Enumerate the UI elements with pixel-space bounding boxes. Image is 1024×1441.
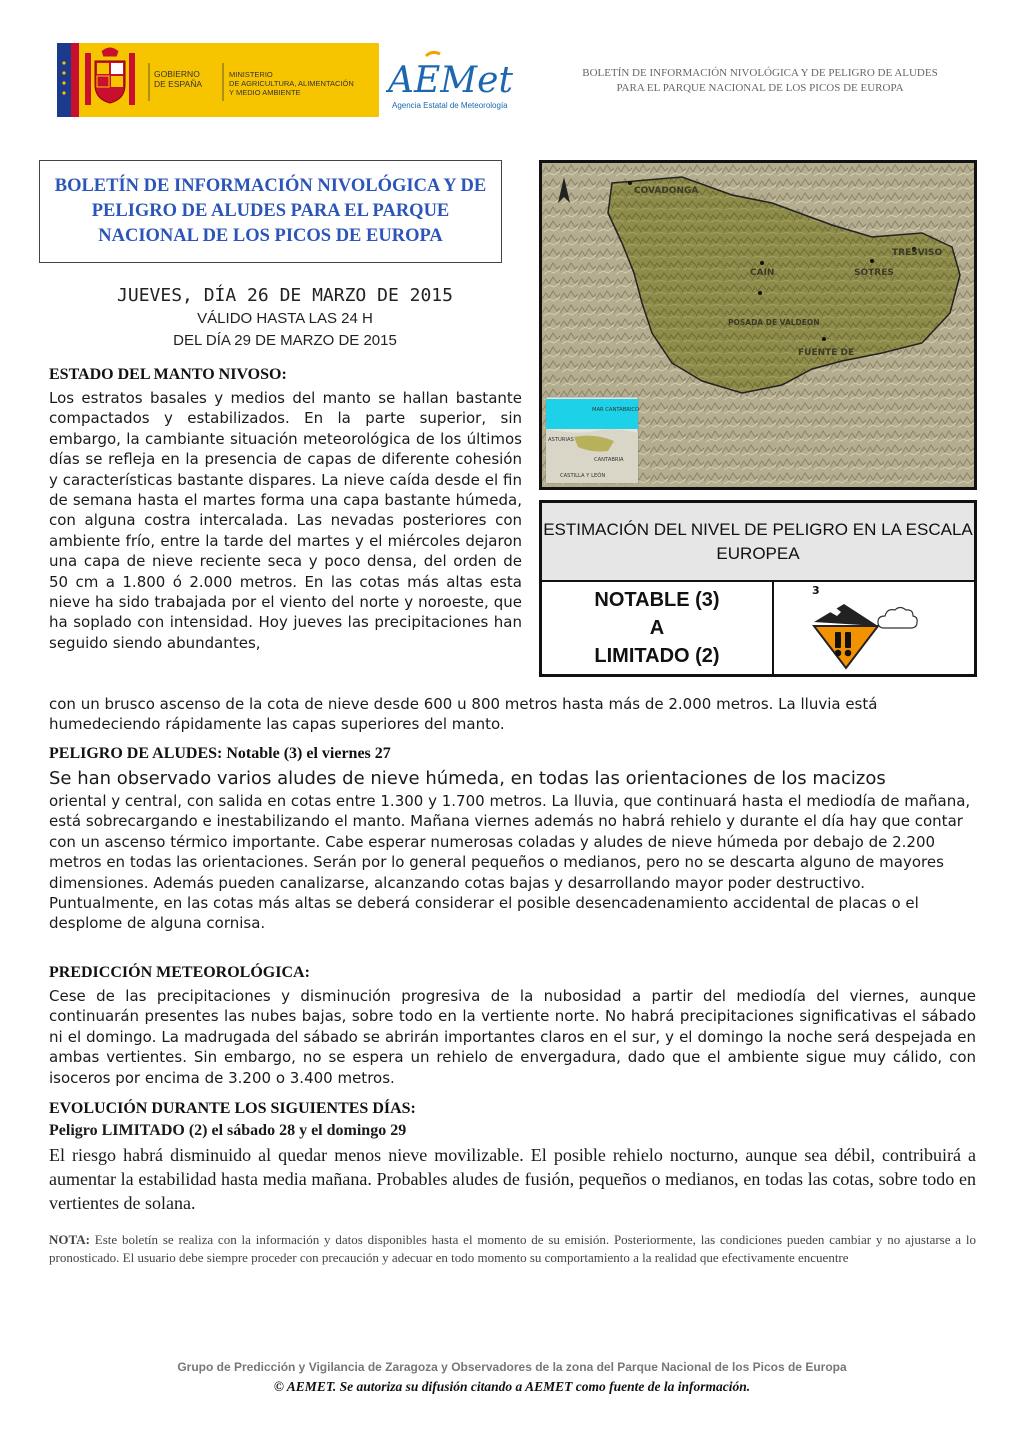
government-logo: [57, 43, 379, 117]
footer-copyright: © AEMET. Se autoriza su difusión citando a AEMET como fuente de la información.: [273, 1379, 751, 1394]
avalanche-danger-3-icon: [774, 582, 974, 674]
location-inset: [546, 397, 639, 483]
evolution-body: El riesgo habrá disminuido al quedar menos nieve movilizable. El posible rehielo nocturno, aunque sea débil, contribuirá a aumentar la estabilidad hasta media mañana. Probables aludes de fusión, pequeños o medianos, en todas las cotas, sobre todo en vertientes de solana.: [49, 1145, 976, 1213]
evolution-title: EVOLUCIÓN DURANTE LOS SIGUIENTES DÍAS:: [49, 1100, 416, 1117]
avalanche-danger-title: PELIGRO DE ALUDES: Notable (3) el viernes 27: [49, 745, 391, 762]
note-label: NOTA:: [49, 1232, 90, 1247]
svg-text:Agencia Estatal de Meteorologí: Agencia Estatal de Meteorología: [392, 101, 508, 110]
svg-text:GOBIERNO: GOBIERNO: [154, 69, 200, 79]
svg-text:CASTILLA Y LEÓN: CASTILLA Y LEÓN: [560, 473, 606, 479]
snowpack-section-title: ESTADO DEL MANTO NIVOSO:: [49, 366, 287, 383]
validity-line-1: VÁLIDO HASTA LAS 24 H: [197, 310, 373, 327]
svg-text:POSADA DE VALDEON: POSADA DE VALDEON: [728, 318, 820, 327]
svg-text:3: 3: [812, 584, 820, 597]
svg-text:MINISTERIO: MINISTERIO: [229, 70, 273, 79]
weather-forecast-body: Cese de las precipitaciones y disminución progresiva de la nubosidad a partir del mediodía del viernes, aunque continuarán presentes las nubes bajas, sobre todo en la vertiente norte. No habrá precipitaciones significativas el sábado ni el domingo. La madrugada del sábado se abrirán importantes claros en el sur, y el domingo la noche será despejada en ambas vertientes. Sin embargo, no se espera un rehielo de envergadura, dado que el ambiente sigue muy cálido, con isoceros por encima de 3.200 o 3.400 metros.: [49, 987, 976, 1087]
avalanche-danger-lead: Se han observado varios aludes de nieve húmeda, en todas las orientaciones de los macizos: [49, 768, 886, 789]
svg-text:MAR CANTÁBRICO: MAR CANTÁBRICO: [592, 407, 640, 413]
svg-text:AEMet: AEMet: [388, 60, 513, 101]
danger-level-text: NOTABLE (3) A LIMITADO (2): [542, 582, 774, 674]
cloud-icon: [878, 608, 917, 629]
footer-credits: Grupo de Predicción y Vigilancia de Zaragoza y Observadores de la zona del Parque Nacional de los Picos de Europa: [177, 1360, 847, 1374]
bulletin-title-box: [39, 160, 502, 263]
danger-scale-header: ESTIMACIÓN DEL NIVEL DE PELIGRO EN LA ESCALA EUROPEA: [542, 503, 974, 582]
svg-text:CAIN: CAIN: [750, 268, 775, 278]
bulletin-date: JUEVES, DÍA 26 DE MARZO DE 2015: [117, 285, 453, 306]
svg-text:COVADONGA: COVADONGA: [634, 186, 699, 196]
svg-text:TRESVISO: TRESVISO: [892, 248, 943, 258]
danger-scale-table: [539, 500, 977, 677]
svg-text:DE ESPAÑA: DE ESPAÑA: [154, 79, 203, 89]
header-title: BOLETÍN DE INFORMACIÓN NIVOLÓGICA Y DE PELIGRO DE ALUDES PARA EL PARQUE NACIONAL DE LOS PICOS DE EUROPA: [582, 67, 938, 94]
weather-forecast-title: PREDICCIÓN METEOROLÓGICA:: [49, 964, 310, 981]
snowpack-text-part-2: con un brusco ascenso de la cota de nieve desde 600 u 800 metros hasta más de 2.000 metros. La lluvia está humedeciendo rápidamente las capas superiores del manto.: [49, 695, 878, 734]
svg-text:SOTRES: SOTRES: [854, 268, 894, 278]
park-map: [539, 160, 977, 490]
validity-line-2: DEL DÍA 29 DE MARZO DE 2015: [173, 332, 397, 349]
danger-icon-cell: [774, 582, 974, 674]
aemet-logo: [386, 48, 516, 116]
svg-text:CANTABRIA: CANTABRIA: [594, 457, 624, 463]
bulletin-title: BOLETÍN DE INFORMACIÓN NIVOLÓGICA Y DE PELIGRO DE ALUDES PARA EL PARQUE NACIONAL DE LOS PICOS DE EUROPA: [54, 176, 487, 246]
evolution-subtitle: Peligro LIMITADO (2) el sábado 28 y el domingo 29: [49, 1122, 407, 1139]
snowpack-text-part-1: Los estratos basales y medios del manto se hallan bastante compactados y estabilizados. En la parte superior, sin embargo, la cambiante situación meteorológica de los últimos días se refleja en la presencia de capas de diferente cohesión y características bastante dispares. La nieve caída desde el fin de semana hasta el martes forma una capa bastante húmeda, con alguna costra intercalada. Las nevadas posteriores con ambiente frío, entre la tarde del martes y el miércoles dejaron una capa de nieve reciente seca y poco densa, del orden de 50 cm a 1.800 ó 2.000 metros. En las cotas más altas esta nieve ha sido trabajada por el viento del norte y noroeste, que ha soplado con intensidad. Hoy jueves las precipitaciones han seguido siendo abundantes,: [49, 389, 522, 652]
svg-text:Y MEDIO AMBIENTE: Y MEDIO AMBIENTE: [229, 88, 301, 97]
svg-text:DE AGRICULTURA, ALIMENTACIÓN: DE AGRICULTURA, ALIMENTACIÓN: [229, 79, 354, 88]
disclaimer-note: NOTA: Este boletín se realiza con la información y datos disponibles hasta el momento de su emisión. Posteriormente, las condiciones pueden cambiar y no ajustarse a lo pronosticado. El usuario debe siempre proceder con precaución y adecuar en todo momento su comportamiento a la realidad que efectivamente encuentre: [49, 1232, 976, 1265]
avalanche-danger-body: oriental y central, con salida en cotas entre 1.300 y 1.700 metros. La lluvia, que continuará hasta el mediodía de mañana, está sobrecargando e inestabilizando el manto. Mañana viernes además no habrá rehielo y durante el día hay que contar con un ascenso térmico importante. Cabe esperar numerosas coladas y aludes de nieve húmeda por debajo de 2.200 metros en todas las orientaciones. Serán por lo general pequeños o medianos, pero no se descarta alguno de mayores dimensiones. Además pueden canalizarse, alcanzando cotas bajas y desarrollando mayor poder destructivo. Puntualmente, en las cotas más altas se deberá considerar el posible desencadenamiento accidental de placas o el desplome de alguna cornisa.: [49, 792, 971, 933]
svg-text:FUENTE DE: FUENTE DE: [798, 348, 855, 358]
svg-text:ASTURIAS: ASTURIAS: [548, 437, 574, 443]
